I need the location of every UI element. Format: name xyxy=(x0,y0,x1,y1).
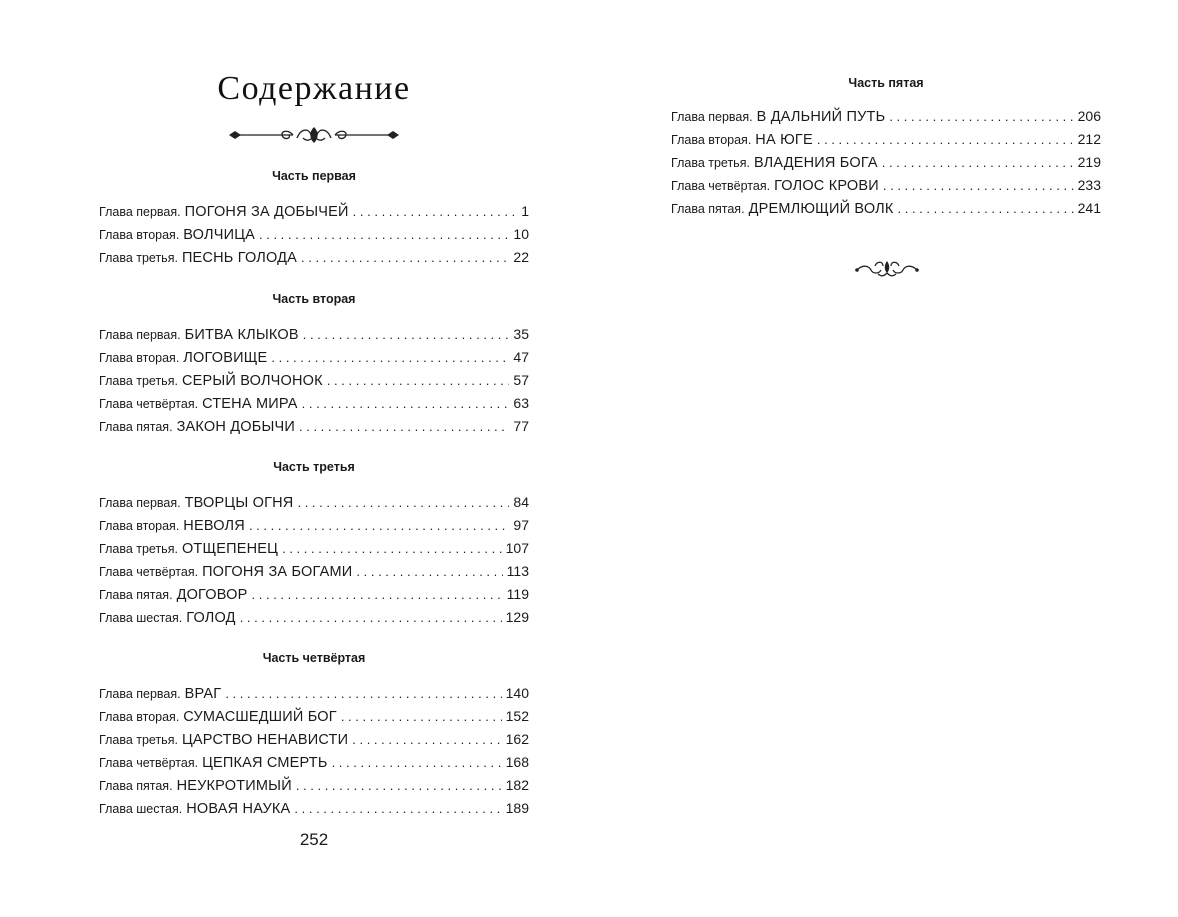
chapter-name: НОВАЯ НАУКА xyxy=(186,801,291,817)
flourish-divider-icon xyxy=(227,124,401,146)
toc-entry xyxy=(99,323,529,346)
toc-entry xyxy=(99,246,529,269)
toc-entry xyxy=(99,491,529,514)
dot-leader xyxy=(817,128,1074,151)
chapter-label: Глава пятая. xyxy=(99,588,173,602)
dot-leader xyxy=(882,151,1074,174)
toc-entry xyxy=(99,682,529,705)
chapter-name: НЕУКРОТИМЫЙ xyxy=(176,778,292,794)
chapter-name: БИТВА КЛЫКОВ xyxy=(184,327,299,343)
dot-leader xyxy=(303,323,510,346)
chapter-name: СЕРЫЙ ВОЛЧОНОК xyxy=(181,373,323,389)
dot-leader xyxy=(296,774,502,797)
part-title: Часть третья xyxy=(273,460,355,474)
chapter-label: Глава вторая. xyxy=(99,710,180,724)
toc-entry xyxy=(99,415,529,438)
toc-entry xyxy=(99,346,529,369)
dot-leader xyxy=(352,728,501,751)
chapter-page: 129 xyxy=(505,609,529,625)
dot-leader xyxy=(240,606,502,629)
chapter-name: ВОЛЧИЦА xyxy=(183,227,256,243)
chapter-label: Глава третья. xyxy=(99,374,178,388)
chapter-label: Глава пятая. xyxy=(671,202,745,216)
chapter-page: 189 xyxy=(505,800,529,816)
part-title: Часть четвёртая xyxy=(262,651,366,665)
toc-entry xyxy=(99,797,529,820)
flourish-end-icon xyxy=(853,258,921,278)
chapter-page: 10 xyxy=(513,226,529,242)
dot-leader xyxy=(301,246,509,269)
part-5-section xyxy=(671,74,1101,220)
toc-entry xyxy=(99,392,529,415)
page-number: 252 xyxy=(299,830,329,849)
dot-leader xyxy=(297,491,509,514)
chapter-page: 182 xyxy=(505,777,529,793)
toc-entry xyxy=(99,200,529,223)
chapter-page: 206 xyxy=(1077,108,1101,124)
page-title: Содержание xyxy=(217,70,411,107)
chapter-name: ВЛАДЕНИЯ БОГА xyxy=(753,155,878,171)
chapter-label: Глава первая. xyxy=(99,687,181,701)
chapter-page: 63 xyxy=(513,395,529,411)
chapter-page: 168 xyxy=(505,754,529,770)
chapter-name: ЦАРСТВО НЕНАВИСТИ xyxy=(181,732,349,748)
toc-entry xyxy=(671,128,1101,151)
chapter-name: ТВОРЦЫ ОГНЯ xyxy=(184,495,294,511)
chapter-label: Глава четвёртая. xyxy=(671,179,771,193)
toc-entry xyxy=(99,728,529,751)
chapter-page: 241 xyxy=(1077,200,1101,216)
chapter-label: Глава четвёртая. xyxy=(99,565,199,579)
dot-leader xyxy=(249,514,509,537)
chapter-name: ПОГОНЯ ЗА ДОБЫЧЕЙ xyxy=(184,204,349,220)
dot-leader xyxy=(299,415,509,438)
chapter-name: ПОГОНЯ ЗА БОГАМИ xyxy=(202,564,353,580)
chapter-name: ЦЕПКАЯ СМЕРТЬ xyxy=(202,755,328,771)
chapter-label: Глава пятая. xyxy=(99,420,173,434)
toc-entry xyxy=(99,583,529,606)
chapter-page: 119 xyxy=(506,586,529,602)
chapter-label: Глава первая. xyxy=(99,496,181,510)
chapter-name: ЗАКОН ДОБЫЧИ xyxy=(176,419,295,435)
chapter-label: Глава четвёртая. xyxy=(99,397,199,411)
chapter-label: Глава шестая. xyxy=(99,802,183,816)
chapter-page: 152 xyxy=(505,708,529,724)
toc-entry xyxy=(99,606,529,629)
part-title: Часть первая xyxy=(272,169,356,183)
toc-entry xyxy=(99,560,529,583)
chapter-label: Глава третья. xyxy=(99,251,178,265)
chapter-label: Глава вторая. xyxy=(99,351,180,365)
chapter-page: 97 xyxy=(513,517,529,533)
chapter-name: ДРЕМЛЮЩИЙ ВОЛК xyxy=(748,201,894,217)
chapter-page: 113 xyxy=(506,563,529,579)
dot-leader xyxy=(341,705,502,728)
chapter-page: 162 xyxy=(505,731,529,747)
chapter-page: 35 xyxy=(513,326,529,342)
chapter-name: ЛОГОВИЩЕ xyxy=(183,350,268,366)
dot-leader xyxy=(294,797,501,820)
toc-entry xyxy=(671,197,1101,220)
dot-leader xyxy=(252,583,503,606)
chapter-name: ГОЛОД xyxy=(186,610,236,626)
chapter-label: Глава вторая. xyxy=(99,519,180,533)
toc-entry xyxy=(99,369,529,392)
chapter-label: Глава пятая. xyxy=(99,779,173,793)
dot-leader xyxy=(353,200,515,223)
chapter-name: В ДАЛЬНИЙ ПУТЬ xyxy=(756,109,886,125)
chapter-label: Глава шестая. xyxy=(99,611,183,625)
dot-leader xyxy=(332,751,502,774)
toc-entry xyxy=(671,151,1101,174)
chapter-label: Глава первая. xyxy=(99,205,181,219)
chapter-label: Глава вторая. xyxy=(671,133,752,147)
chapter-name: ОТЩЕПЕНЕЦ xyxy=(181,541,279,557)
dot-leader xyxy=(356,560,502,583)
chapter-label: Глава третья. xyxy=(99,733,178,747)
chapter-page: 212 xyxy=(1077,131,1101,147)
chapter-label: Глава вторая. xyxy=(99,228,180,242)
toc-entry xyxy=(99,751,529,774)
chapter-name: ПЕСНЬ ГОЛОДА xyxy=(181,250,298,266)
chapter-label: Глава первая. xyxy=(99,328,181,342)
chapter-name: НЕВОЛЯ xyxy=(183,518,245,534)
chapter-page: 1 xyxy=(521,203,529,219)
part-1-section xyxy=(99,167,529,269)
part-4-section xyxy=(99,649,529,820)
dot-leader xyxy=(282,537,502,560)
dot-leader xyxy=(883,174,1074,197)
chapter-page: 140 xyxy=(505,685,529,701)
chapter-label: Глава первая. xyxy=(671,110,753,124)
chapter-name: НА ЮГЕ xyxy=(755,132,813,148)
chapter-name: СУМАСШЕДШИЙ БОГ xyxy=(183,709,337,725)
chapter-name: ВРАГ xyxy=(184,686,222,702)
chapter-name: ДОГОВОР xyxy=(176,587,248,603)
dot-leader xyxy=(327,369,510,392)
part-3-section xyxy=(99,458,529,629)
chapter-name: СТЕНА МИРА xyxy=(202,396,298,412)
dot-leader xyxy=(889,105,1073,128)
dot-leader xyxy=(225,682,501,705)
toc-entry xyxy=(99,774,529,797)
toc-entry xyxy=(99,223,529,246)
toc-entry xyxy=(99,537,529,560)
chapter-label: Глава третья. xyxy=(671,156,750,170)
chapter-name: ГОЛОС КРОВИ xyxy=(774,178,879,194)
chapter-page: 84 xyxy=(513,494,529,510)
chapter-page: 57 xyxy=(513,372,529,388)
chapter-label: Глава четвёртая. xyxy=(99,756,199,770)
chapter-page: 233 xyxy=(1077,177,1101,193)
part-title: Часть вторая xyxy=(272,292,356,306)
dot-leader xyxy=(271,346,509,369)
chapter-page: 219 xyxy=(1077,154,1101,170)
part-2-section xyxy=(99,290,529,438)
chapter-page: 77 xyxy=(513,418,529,434)
chapter-label: Глава третья. xyxy=(99,542,178,556)
toc-entry xyxy=(671,105,1101,128)
chapter-page: 107 xyxy=(505,540,529,556)
dot-leader xyxy=(302,392,510,415)
dot-leader xyxy=(259,223,509,246)
chapter-page: 22 xyxy=(513,249,529,265)
toc-entry xyxy=(671,174,1101,197)
chapter-page: 47 xyxy=(513,349,529,365)
toc-entry xyxy=(99,514,529,537)
part-title: Часть пятая xyxy=(848,76,924,90)
dot-leader xyxy=(898,197,1074,220)
toc-entry xyxy=(99,705,529,728)
